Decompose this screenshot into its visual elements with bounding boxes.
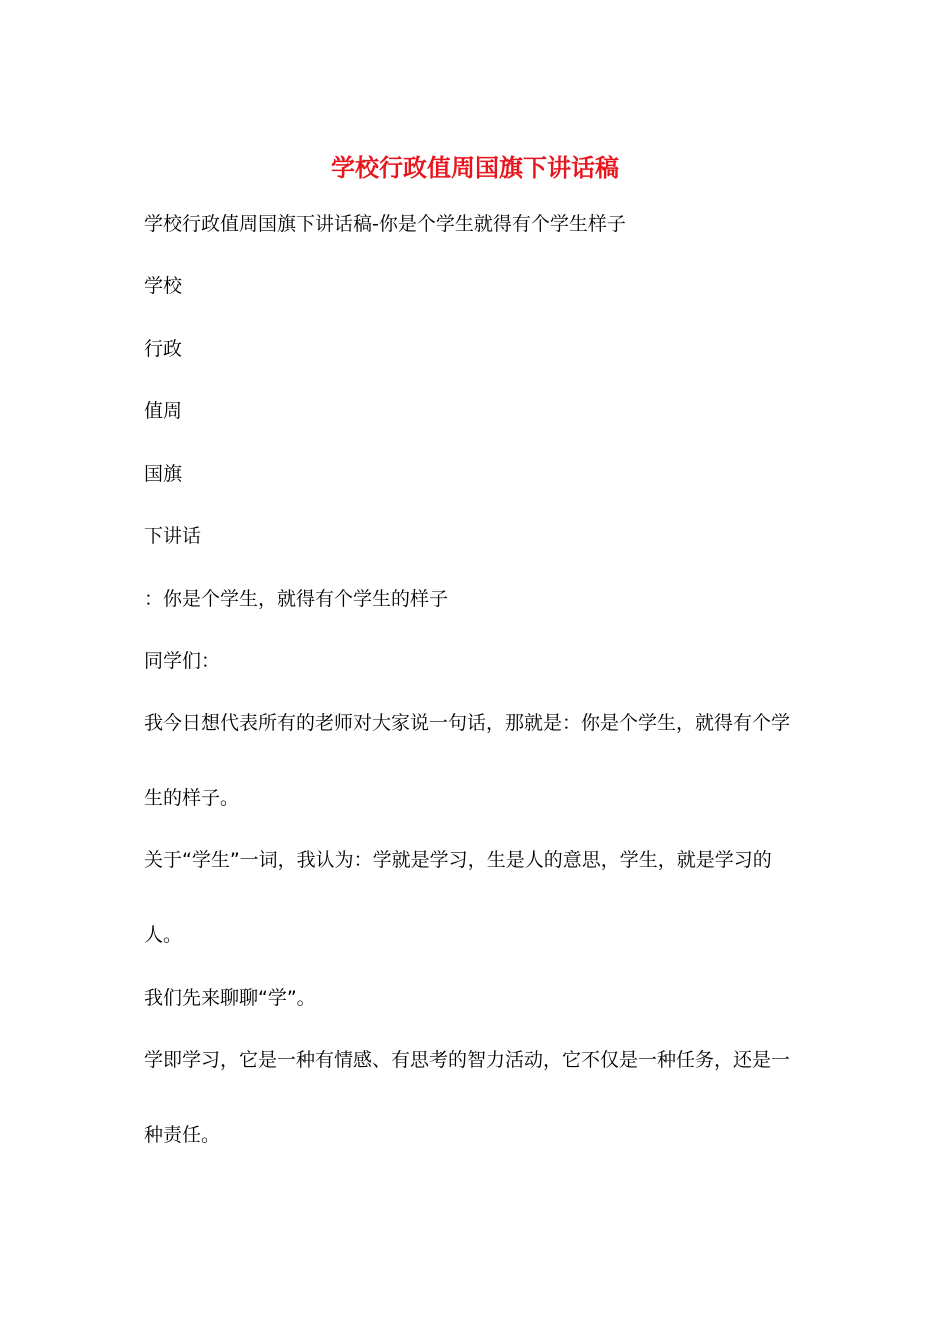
paragraph-greeting: 同学们： — [144, 650, 221, 672]
paragraph-body-2-line-2: 人。 — [144, 924, 183, 946]
paragraph-word-duty-week: 值周 — [144, 400, 183, 422]
paragraph-body-1-line-1: 我今日想代表所有的老师对大家说一句话，那就是：你是个学生，就得有个学 — [144, 712, 791, 734]
paragraph-word-flag: 国旗 — [144, 463, 183, 485]
paragraph-body-4-line-2: 种责任。 — [144, 1124, 221, 1146]
paragraph-speech-topic: ：你是个学生，就得有个学生的样子 — [144, 588, 449, 610]
paragraph-word-school: 学校 — [144, 275, 183, 297]
paragraph-body-2-line-1: 关于“学生”一词，我认为：学就是学习，生是人的意思，学生，就是学习的 — [144, 849, 772, 871]
paragraph-body-3: 我们先来聊聊“学”。 — [144, 987, 316, 1009]
paragraph-body-4-line-1: 学即学习，它是一种有情感、有思考的智力活动，它不仅是一种任务，还是一 — [144, 1049, 791, 1071]
paragraph-word-speech: 下讲话 — [144, 525, 202, 547]
paragraph-body-1-line-2: 生的样子。 — [144, 787, 240, 809]
paragraph-word-admin: 行政 — [144, 338, 183, 360]
document-title: 学校行政值周国旗下讲话稿 — [331, 153, 619, 182]
paragraph-subtitle: 学校行政值周国旗下讲话稿-你是个学生就得有个学生样子 — [144, 213, 626, 235]
